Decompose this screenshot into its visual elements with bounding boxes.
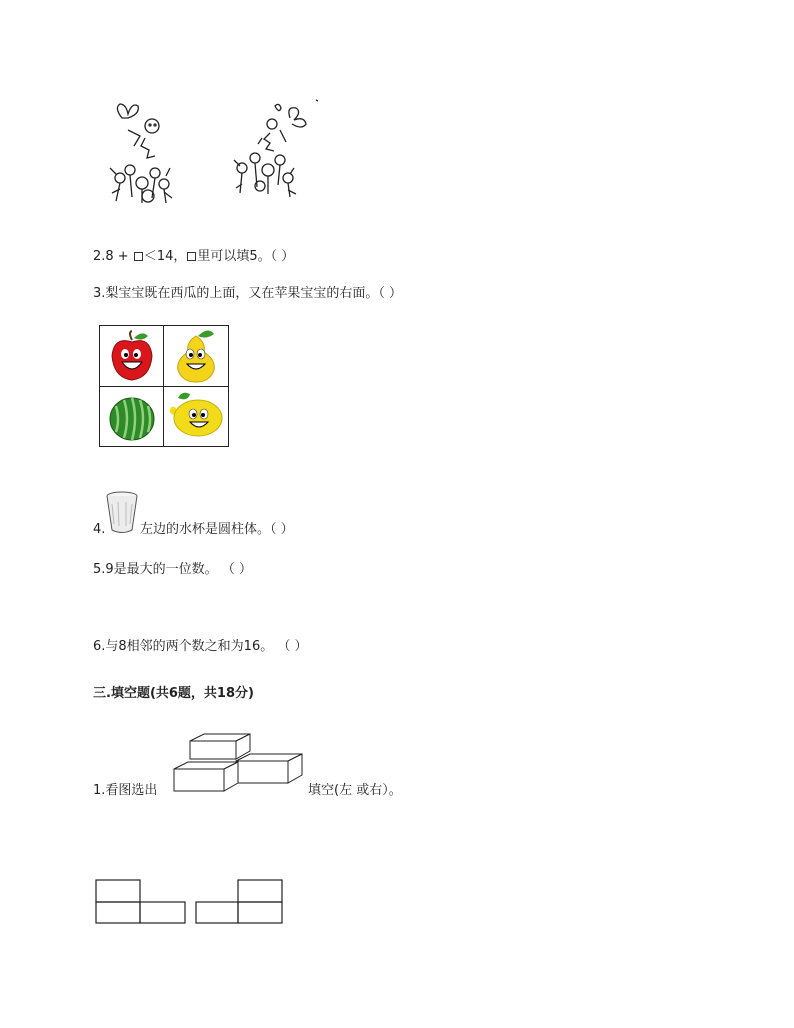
question-2 xyxy=(93,248,294,266)
question-4-number: 4. xyxy=(93,522,106,537)
watermelon-icon xyxy=(106,392,158,444)
apple-icon xyxy=(106,330,158,382)
insect-flower-sketches xyxy=(100,98,330,208)
stacked-blocks-figure xyxy=(170,731,304,795)
fill-question-1-suffix: 填空(左 或右）。 xyxy=(308,783,402,798)
water-cup-icon xyxy=(104,490,140,536)
section-title: 三.填空题(共6题，共18分) xyxy=(93,686,254,701)
question-2-text-after: 里可以填5。（ ） xyxy=(197,249,295,264)
question-4-text: 左边的水杯是圆柱体。（ ） xyxy=(140,522,294,537)
right-sketch xyxy=(234,100,318,197)
view-options-figure xyxy=(95,877,285,925)
view-option-left-top-square xyxy=(96,880,140,902)
question-2-text-mid: ＜14， xyxy=(143,249,187,264)
pear-icon xyxy=(170,328,222,384)
fill-question-1-prefix: 1.看图选出 xyxy=(93,783,158,798)
blank-box-icon xyxy=(187,252,196,261)
grid-divider xyxy=(100,386,228,387)
question-2-text-before: 2.8 + xyxy=(93,249,133,264)
question-6: 6.与8相邻的两个数之和为16。 （ ） xyxy=(93,639,308,654)
left-sketch xyxy=(110,104,172,203)
question-5: 5.9是最大的一位数。 （ ） xyxy=(93,562,252,577)
fruit-grid xyxy=(99,325,229,447)
blank-box-icon xyxy=(134,252,143,261)
question-3: 3.梨宝宝既在西瓜的上面，又在苹果宝宝的右面。（ ） xyxy=(93,286,403,301)
lemon-icon xyxy=(168,390,226,442)
